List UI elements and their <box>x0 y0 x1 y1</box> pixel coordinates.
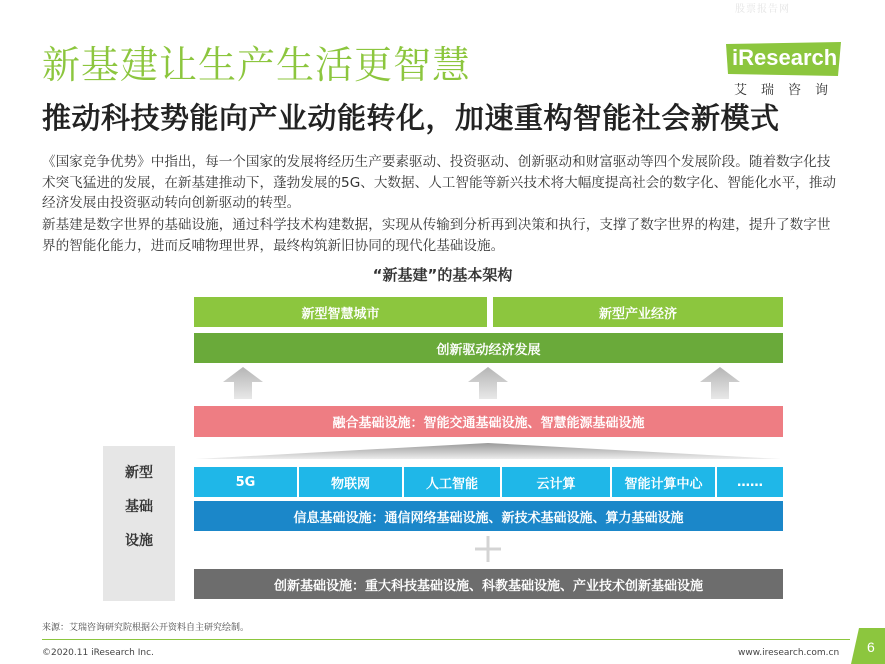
website-url: www.iresearch.com.cn <box>738 648 840 658</box>
diagram-title: “新基建”的基本架构 <box>372 266 513 284</box>
innovation-infrastructure-block: 创新基础设施：重大科技基础设施、科教基础设施、产业技术创新基础设施 <box>194 569 783 599</box>
logo-badge <box>726 42 841 76</box>
smart-city-block: 新型智慧城市 <box>194 297 487 327</box>
side-label-line: 基础 <box>125 499 153 515</box>
information-infrastructure-block: 信息基础设施：通信网络基础设施、新技术基础设施、算力基础设施 <box>194 501 783 531</box>
logo-chinese-name: 艾瑞咨询 <box>734 83 843 98</box>
tech-item-computing-center: 智能计算中心 <box>612 467 717 497</box>
up-arrow-icon <box>700 367 740 399</box>
new-infrastructure-label-box <box>103 446 175 601</box>
page-number: 6 <box>867 639 875 655</box>
intro-paragraph-1: 《国家竞争优势》中指出，每一个国家的发展将经历生产要素驱动、投资驱动、创新驱动和财富驱动等四个发展阶段。随着数字化技术突飞猛进的发展，在新基建推动下，蓬勃发展的5G、大数据、人工智能等新兴技术将大幅度提高社会的数字化、智能化水平，推动经济发展由投资驱动转向创新驱动的转型。 <box>42 154 837 211</box>
tech-item-iot: 物联网 <box>299 467 404 497</box>
tech-item-ai: 人工智能 <box>404 467 502 497</box>
up-arrow-icon <box>223 367 263 399</box>
watermark-text: 股票报告网 <box>735 4 790 15</box>
source-note: 来源：艾瑞咨询研究院根据公开资料自主研究绘制。 <box>42 623 250 633</box>
industry-economy-block: 新型产业经济 <box>493 297 783 327</box>
tech-item-more: …… <box>717 467 783 497</box>
innovation-driven-block: 创新驱动经济发展 <box>194 333 783 363</box>
footer-divider <box>42 639 850 640</box>
iresearch-logo <box>726 42 841 100</box>
technology-row <box>194 467 783 497</box>
up-arrow-icon <box>468 367 508 399</box>
tech-item-cloud: 云计算 <box>502 467 612 497</box>
side-label-line: 设施 <box>125 533 153 549</box>
page-subtitle: 推动科技势能向产业动能转化，加速重构智能社会新模式 <box>42 101 780 135</box>
support-wedge <box>196 443 781 461</box>
copyright-text: ©2020.11 iResearch Inc. <box>42 648 154 658</box>
fusion-infrastructure-block: 融合基础设施：智能交通基础设施、智慧能源基础设施 <box>194 406 783 437</box>
side-label-line: 新型 <box>125 465 153 481</box>
page-title: 新基建让生产生活更智慧 <box>42 43 472 87</box>
plus-icon <box>475 536 501 562</box>
logo-text: iResearch <box>732 45 838 70</box>
tech-item-5g: 5G <box>194 467 299 497</box>
intro-paragraph-2: 新基建是数字世界的基础设施，通过科学技术构建数据，实现从传输到分析再到决策和执行，支撑了数字世界的构建，提升了数字世界的智能化能力，进而反哺物理世界，最终构筑新旧协同的现代化基础设施。 <box>42 217 831 254</box>
